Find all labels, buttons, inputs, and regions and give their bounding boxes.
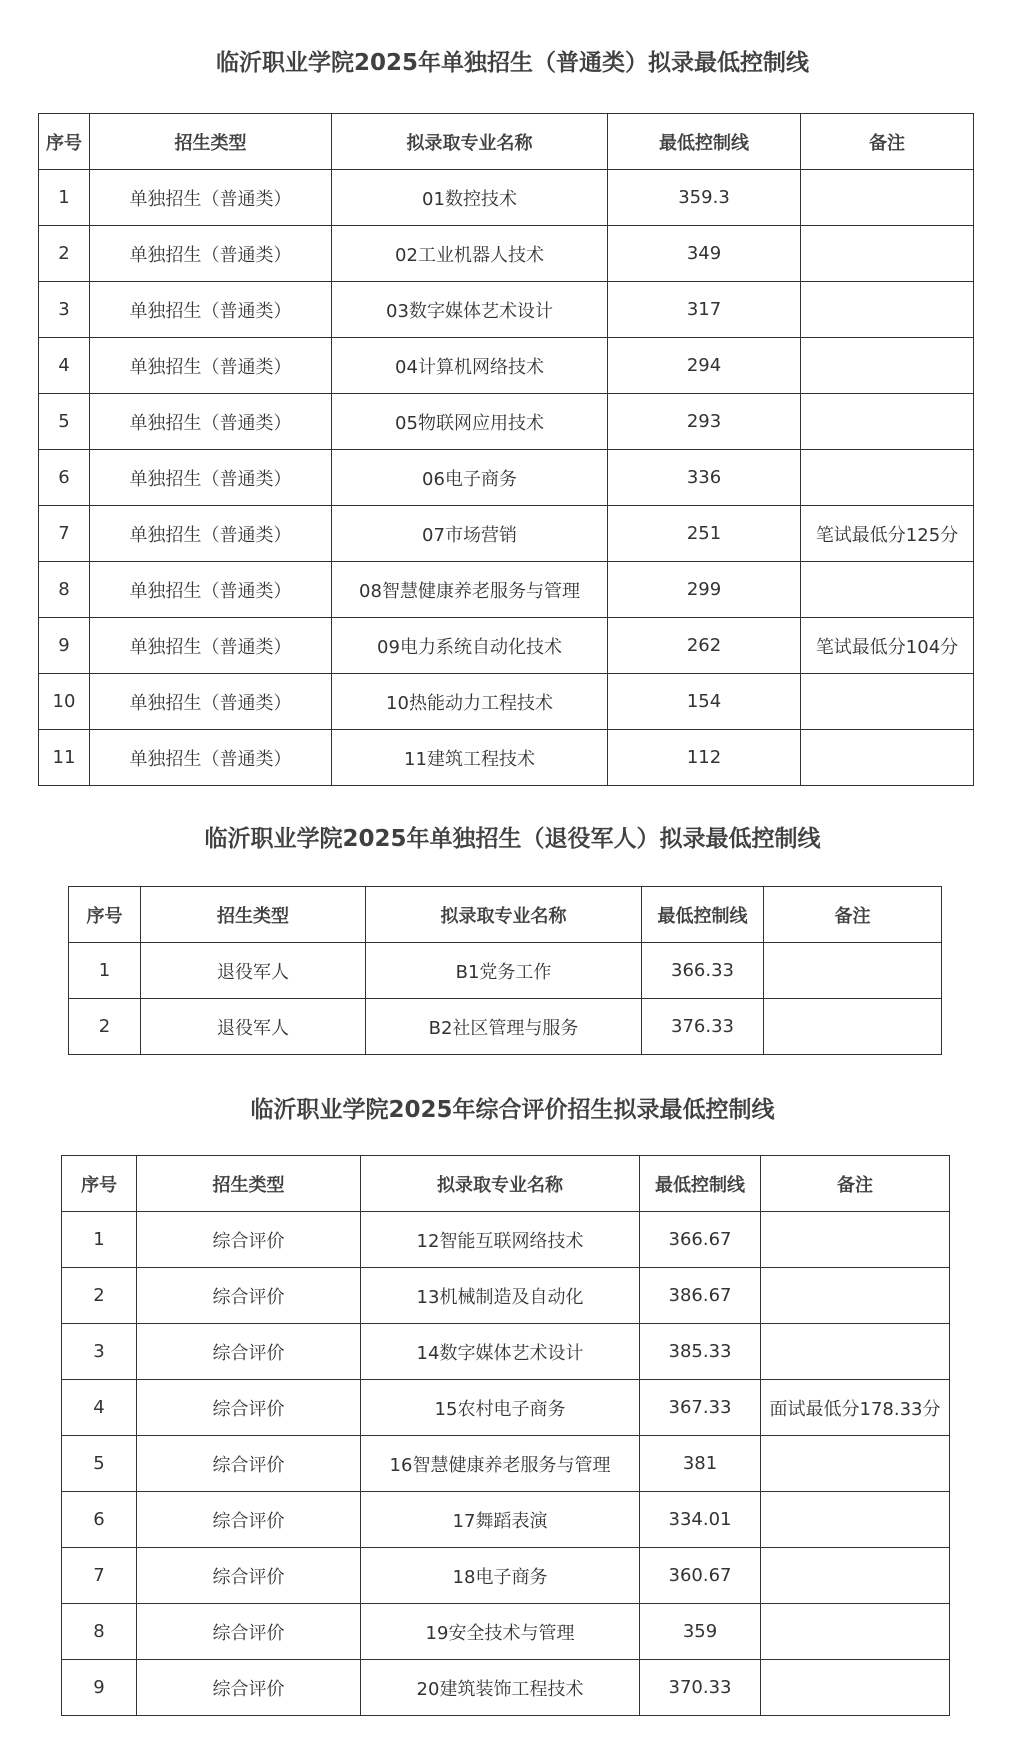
cell-major: 12智能互联网络技术 xyxy=(361,1212,640,1268)
cell-min-score: 293 xyxy=(608,394,801,450)
cell-min-score: 112 xyxy=(608,730,801,786)
cell-index: 9 xyxy=(39,618,90,674)
table-header-row xyxy=(69,887,942,943)
header-type: 招生类型 xyxy=(141,887,366,943)
table-row xyxy=(62,1604,950,1660)
table-row xyxy=(39,170,974,226)
table-veterans xyxy=(68,886,942,1055)
header-major: 拟录取专业名称 xyxy=(332,114,608,170)
table-general xyxy=(38,113,974,786)
cell-note xyxy=(801,394,974,450)
cell-type: 综合评价 xyxy=(137,1380,361,1436)
cell-note xyxy=(761,1660,950,1716)
cell-index: 9 xyxy=(62,1660,137,1716)
cell-note: 面试最低分178.33分 xyxy=(761,1380,950,1436)
cell-note xyxy=(801,730,974,786)
cell-major: 06电子商务 xyxy=(332,450,608,506)
table-row xyxy=(39,394,974,450)
cell-min-score: 381 xyxy=(640,1436,761,1492)
section-title-comprehensive: 临沂职业学院2025年综合评价招生拟录最低控制线 xyxy=(250,1097,775,1123)
cell-index: 10 xyxy=(39,674,90,730)
table-row xyxy=(62,1436,950,1492)
cell-index: 6 xyxy=(39,450,90,506)
table-row xyxy=(39,506,974,562)
cell-type: 单独招生（普通类） xyxy=(90,170,332,226)
cell-min-score: 262 xyxy=(608,618,801,674)
cell-min-score: 334.01 xyxy=(640,1492,761,1548)
cell-note xyxy=(801,338,974,394)
cell-type: 综合评价 xyxy=(137,1212,361,1268)
cell-type: 综合评价 xyxy=(137,1436,361,1492)
cell-index: 2 xyxy=(62,1268,137,1324)
cell-note xyxy=(764,999,942,1055)
cell-note xyxy=(761,1492,950,1548)
cell-major: 04计算机网络技术 xyxy=(332,338,608,394)
table-header-row xyxy=(39,114,974,170)
cell-major: 18电子商务 xyxy=(361,1548,640,1604)
cell-note xyxy=(801,674,974,730)
cell-major: B1党务工作 xyxy=(366,943,642,999)
cell-major: 13机械制造及自动化 xyxy=(361,1268,640,1324)
table-row xyxy=(39,450,974,506)
cell-type: 单独招生（普通类） xyxy=(90,226,332,282)
cell-index: 5 xyxy=(39,394,90,450)
cell-index: 7 xyxy=(39,506,90,562)
header-min-score: 最低控制线 xyxy=(608,114,801,170)
cell-note xyxy=(801,450,974,506)
table-comprehensive xyxy=(61,1155,950,1716)
cell-type: 综合评价 xyxy=(137,1660,361,1716)
table-row xyxy=(62,1268,950,1324)
cell-type: 综合评价 xyxy=(137,1324,361,1380)
cell-min-score: 370.33 xyxy=(640,1660,761,1716)
header-min-score: 最低控制线 xyxy=(640,1156,761,1212)
header-index: 序号 xyxy=(39,114,90,170)
header-note: 备注 xyxy=(761,1156,950,1212)
table-row xyxy=(69,999,942,1055)
header-min-score: 最低控制线 xyxy=(642,887,764,943)
cell-major: 19安全技术与管理 xyxy=(361,1604,640,1660)
cell-index: 8 xyxy=(39,562,90,618)
header-note: 备注 xyxy=(801,114,974,170)
cell-type: 单独招生（普通类） xyxy=(90,394,332,450)
cell-major: 05物联网应用技术 xyxy=(332,394,608,450)
cell-note xyxy=(801,282,974,338)
cell-index: 1 xyxy=(62,1212,137,1268)
header-major: 拟录取专业名称 xyxy=(366,887,642,943)
header-note: 备注 xyxy=(764,887,942,943)
table-row xyxy=(62,1660,950,1716)
cell-type: 综合评价 xyxy=(137,1548,361,1604)
cell-min-score: 386.67 xyxy=(640,1268,761,1324)
header-index: 序号 xyxy=(69,887,141,943)
table-row xyxy=(62,1212,950,1268)
cell-note: 笔试最低分125分 xyxy=(801,506,974,562)
table-row xyxy=(39,674,974,730)
cell-min-score: 376.33 xyxy=(642,999,764,1055)
cell-note xyxy=(761,1604,950,1660)
cell-min-score: 359 xyxy=(640,1604,761,1660)
cell-major: 14数字媒体艺术设计 xyxy=(361,1324,640,1380)
cell-type: 单独招生（普通类） xyxy=(90,282,332,338)
section-title-general: 临沂职业学院2025年单独招生（普通类）拟录最低控制线 xyxy=(215,50,809,76)
cell-min-score: 336 xyxy=(608,450,801,506)
section-title-veterans: 临沂职业学院2025年单独招生（退役军人）拟录最低控制线 xyxy=(204,826,821,852)
table-row xyxy=(62,1492,950,1548)
header-major: 拟录取专业名称 xyxy=(361,1156,640,1212)
cell-index: 5 xyxy=(62,1436,137,1492)
cell-min-score: 366.67 xyxy=(640,1212,761,1268)
table-row xyxy=(39,282,974,338)
table-row xyxy=(62,1324,950,1380)
cell-type: 综合评价 xyxy=(137,1268,361,1324)
cell-type: 单独招生（普通类） xyxy=(90,730,332,786)
cell-index: 1 xyxy=(39,170,90,226)
cell-index: 3 xyxy=(39,282,90,338)
cell-major: 10热能动力工程技术 xyxy=(332,674,608,730)
cell-major: 09电力系统自动化技术 xyxy=(332,618,608,674)
cell-note xyxy=(761,1548,950,1604)
table-row xyxy=(39,562,974,618)
cell-index: 6 xyxy=(62,1492,137,1548)
cell-index: 8 xyxy=(62,1604,137,1660)
cell-major: 07市场营销 xyxy=(332,506,608,562)
cell-major: 15农村电子商务 xyxy=(361,1380,640,1436)
cell-type: 单独招生（普通类） xyxy=(90,674,332,730)
cell-major: 01数控技术 xyxy=(332,170,608,226)
cell-major: 08智慧健康养老服务与管理 xyxy=(332,562,608,618)
cell-index: 7 xyxy=(62,1548,137,1604)
cell-major: 17舞蹈表演 xyxy=(361,1492,640,1548)
cell-type: 退役军人 xyxy=(141,943,366,999)
cell-min-score: 317 xyxy=(608,282,801,338)
table-row xyxy=(69,943,942,999)
table-row xyxy=(39,618,974,674)
cell-type: 单独招生（普通类） xyxy=(90,618,332,674)
cell-min-score: 367.33 xyxy=(640,1380,761,1436)
cell-min-score: 385.33 xyxy=(640,1324,761,1380)
table-row xyxy=(62,1548,950,1604)
cell-min-score: 349 xyxy=(608,226,801,282)
cell-major: 16智慧健康养老服务与管理 xyxy=(361,1436,640,1492)
header-index: 序号 xyxy=(62,1156,137,1212)
cell-min-score: 359.3 xyxy=(608,170,801,226)
cell-note xyxy=(761,1268,950,1324)
cell-min-score: 299 xyxy=(608,562,801,618)
cell-major: 20建筑装饰工程技术 xyxy=(361,1660,640,1716)
table-row xyxy=(62,1380,950,1436)
cell-min-score: 294 xyxy=(608,338,801,394)
cell-type: 退役军人 xyxy=(141,999,366,1055)
cell-index: 4 xyxy=(62,1380,137,1436)
cell-min-score: 360.67 xyxy=(640,1548,761,1604)
cell-major: 03数字媒体艺术设计 xyxy=(332,282,608,338)
cell-note: 笔试最低分104分 xyxy=(801,618,974,674)
cell-index: 2 xyxy=(39,226,90,282)
cell-min-score: 366.33 xyxy=(642,943,764,999)
cell-index: 11 xyxy=(39,730,90,786)
cell-major: 02工业机器人技术 xyxy=(332,226,608,282)
cell-note xyxy=(801,226,974,282)
cell-type: 单独招生（普通类） xyxy=(90,506,332,562)
cell-major: 11建筑工程技术 xyxy=(332,730,608,786)
cell-note xyxy=(761,1436,950,1492)
table-header-row xyxy=(62,1156,950,1212)
header-type: 招生类型 xyxy=(137,1156,361,1212)
cell-note xyxy=(801,562,974,618)
cell-note xyxy=(801,170,974,226)
cell-note xyxy=(761,1324,950,1380)
cell-type: 单独招生（普通类） xyxy=(90,450,332,506)
table-row xyxy=(39,226,974,282)
cell-major: B2社区管理与服务 xyxy=(366,999,642,1055)
cell-index: 2 xyxy=(69,999,141,1055)
cell-note xyxy=(761,1212,950,1268)
cell-type: 综合评价 xyxy=(137,1604,361,1660)
cell-note xyxy=(764,943,942,999)
cell-type: 综合评价 xyxy=(137,1492,361,1548)
header-type: 招生类型 xyxy=(90,114,332,170)
cell-type: 单独招生（普通类） xyxy=(90,338,332,394)
table-row xyxy=(39,730,974,786)
cell-min-score: 154 xyxy=(608,674,801,730)
cell-index: 1 xyxy=(69,943,141,999)
cell-type: 单独招生（普通类） xyxy=(90,562,332,618)
table-row xyxy=(39,338,974,394)
cell-min-score: 251 xyxy=(608,506,801,562)
cell-index: 3 xyxy=(62,1324,137,1380)
cell-index: 4 xyxy=(39,338,90,394)
